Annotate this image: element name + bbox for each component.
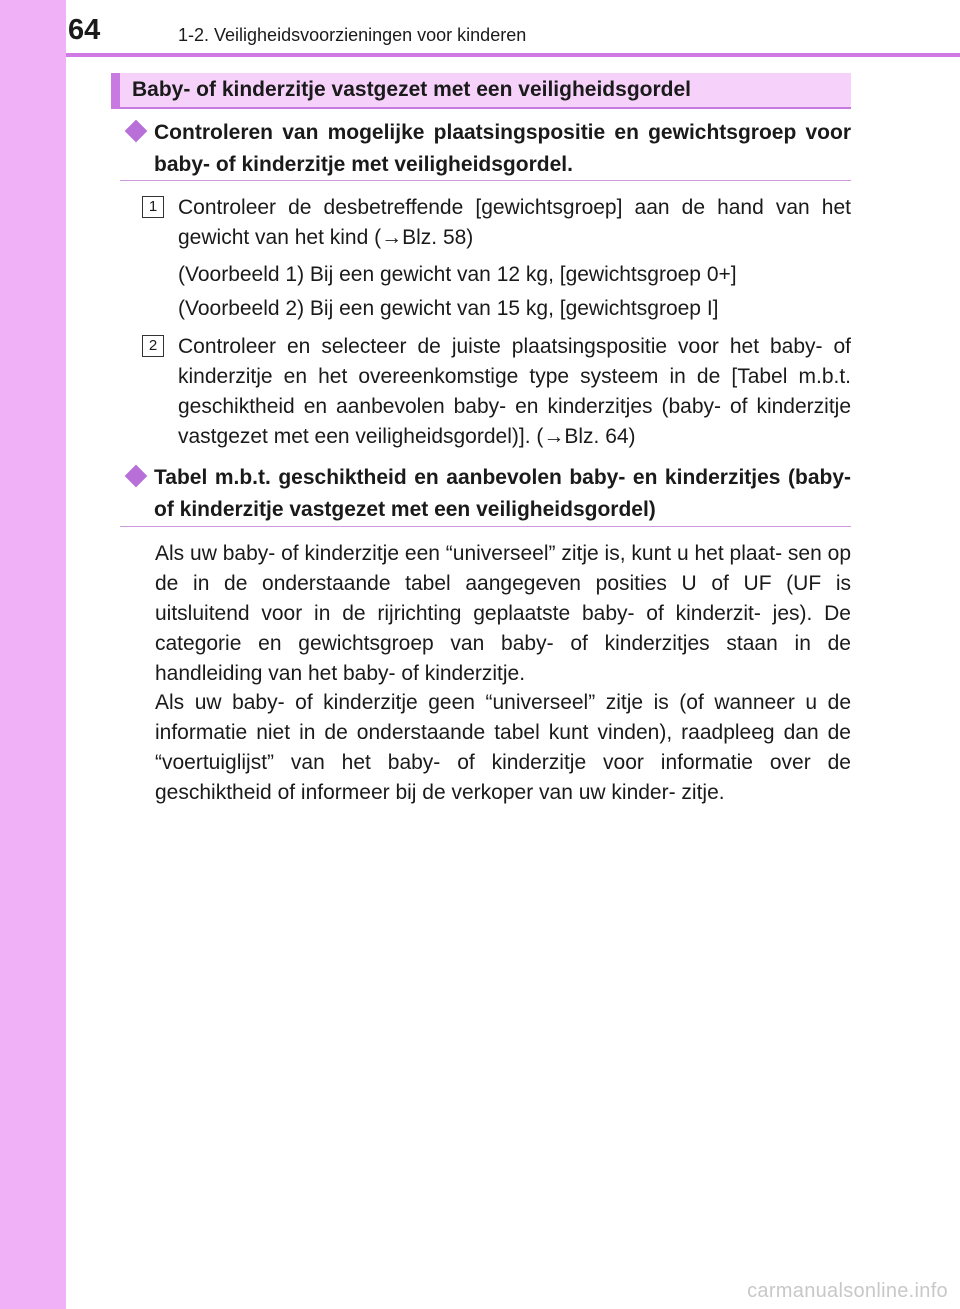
side-color-band	[0, 0, 66, 1309]
body-paragraph: Als uw baby- of kinderzitje een “universeel” zitje is, kunt u het plaat- sen op de in de onderstaande tabel aangegeven posities U of UF (UF is uitsluitend voor in de rijrichting geplaatste baby- of kinderzit- jes). De categorie en gewichtsgroep van baby- of kinderzitjes staan in de handleiding van het baby- of kinderzitje.	[155, 542, 851, 685]
subheading-rule	[120, 526, 851, 527]
step-number-badge: 2	[142, 335, 164, 357]
step-number-badge: 1	[142, 196, 164, 218]
body-paragraph: Als uw baby- of kinderzitje geen “universeel” zitje is (of wanneer u de informatie niet in de onderstaande tabel kunt vinden), raadpleeg dan de “voertuiglijst” van het baby- of kinderzitje voor informatie over de geschiktheid of informeer bij de verkoper van uw kinder- zitje.	[155, 691, 851, 804]
page-number: 64	[68, 14, 101, 46]
step-item	[142, 193, 851, 253]
step-text: Controleer en selecteer de juiste plaatsingspositie voor het baby- of kinderzitje en het overeenkomstige type systeem in de [Tabel m.b.t. geschiktheid en aanbevolen baby- en kinderzitjes (baby- of kinderzitje vastgezet met een veiligheidsgordel)]. (→Blz. 64)	[178, 335, 851, 448]
subheading-text: Tabel m.b.t. geschiktheid en aanbevolen baby- en kinderzitjes (baby- of kinderzitje vastgezet met een veiligheidsgordel)	[154, 466, 851, 521]
subheading-check-position	[120, 117, 851, 181]
example-line: (Voorbeeld 1) Bij een gewicht van 12 kg, [gewichtsgroep 0+]	[178, 263, 737, 286]
header-rule	[66, 53, 960, 57]
step-item	[142, 332, 851, 452]
subheading-rule	[120, 180, 851, 181]
diamond-bullet-icon	[125, 465, 148, 488]
subheading-text: Controleren van mogelijke plaatsingspositie en gewichtsgroep voor baby- of kinderzitje met veiligheidsgordel.	[154, 121, 851, 176]
example-line: (Voorbeeld 2) Bij een gewicht van 15 kg, [gewichtsgroep I]	[178, 297, 719, 320]
running-head: 1-2. Veiligheidsvoorzieningen voor kinderen	[178, 25, 527, 45]
watermark: carmanualsonline.info	[747, 1280, 948, 1302]
step-text: Controleer de desbetreffende [gewichtsgroep] aan de hand van het gewicht van het kind (→Blz. 58)	[178, 196, 851, 249]
section-heading-bar	[111, 73, 851, 109]
section-title: Baby- of kinderzitje vastgezet met een veiligheidsgordel	[132, 78, 691, 101]
subheading-table-suitability	[120, 462, 851, 526]
diamond-bullet-icon	[125, 120, 148, 143]
